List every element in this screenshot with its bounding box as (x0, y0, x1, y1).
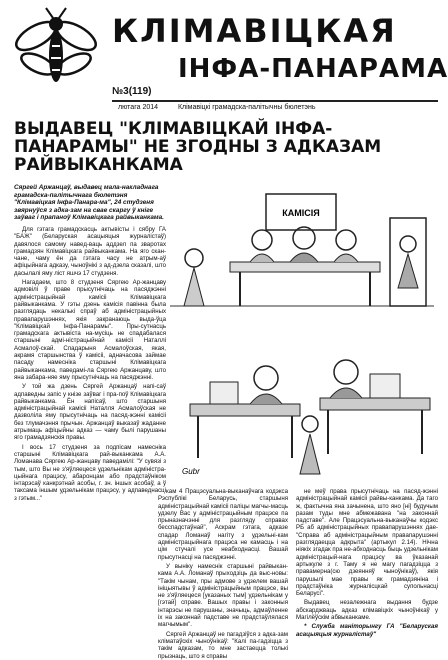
cartoon-signature: Gubr (182, 467, 200, 476)
paragraph: У той жа дзень Сяргей Аржанцаў напі-саў адпаведны запіс у кнізе заўваг і пра-поў Клімавіцкага райвыканкама. Ён напісаў, што старшыня адміністрацыйнай камісіі Наталля Асмалоўская не дазволіла яму прысутнічаць на пасяд-жэнні камісіі без тлумачэння прычын. Аржанцаў выказаў жаданне атрымаць афіцыйны адказ — чаму былі парушаны яго грамадзянскія правы. (14, 383, 166, 442)
article-lead: Сяргей Аржанцаў, выдавец мала-накладнага грамадска-палітычнага бюлетэня "Клімавіцкая Інфа-Панара-ма", 24 студзеня звярнуўся з адка-зам на свае скаргу ў кніге заўваг і прапаноў Клімавіцкага райвыканкама. (14, 184, 164, 222)
masthead-subtitle: Клімавіцкі грамадска-палітычны бюлетэнь (177, 104, 316, 111)
paragraph: Сяргей Аржанцаў не пагадзіўся з адка-зам кліматаўскіх чыноўнікаў: "Калі па-гадзіцца з такім адказам, то мне застаецца толькі прызнаць, што я справы (158, 630, 288, 660)
paragraph: Для гэтага грамадскасць актывісты і сябру ГА "БАЖ" (Беларуская асацыяцыя журналістаў) давялося самому навед-ваць аддзел па зваротах грамадзян Клімавіцкага райвыканкама. На яго скан-чане, чаму ён да гэтага часу не атрым-аў афіцыйнага адказу, чыноўнікі з ад-дзела сказалі, што дасылалі яму ліст яшчэ 17 студзеня. (14, 226, 166, 277)
paragraph: У выніку намеснік старшыні райвыкан-кама А.А. Ломанаў прыходзіць да выс-новы: "Такім чынам, пры адмове з удзелем вашай ініцыятывы ў адміністрацыйным працэсе, вы не з'яўляецеся [указаных тым] удзельнікам у [гэтай] справе. Вашых правы і законныя інтарэсы не парушаны, значыць, адмаўленне іх на законнай падставе не прадстаўлялася магчымым". (158, 562, 288, 629)
article-column-3 (296, 488, 438, 638)
masthead-subline (118, 104, 334, 111)
issue-date: лютага 2014 (118, 104, 159, 111)
paragraph: І вось 17 студзеня за подпісам намесніка старшыні Клімавіцкага рай-выканкама А.А. Ломанава Сяргею Ар-жанцаву паведамілі: "У сувязі з тым, што Вы не з'яўляецеся удзельнікам адміністра-цыйнага працэсу, абаронцам або прадстаўніком інтарэсаў канкрэтнай асобы, г. зн. іншых асобаў, а ў таксама іншым удзельнікам працэсу, у адпаведнасці з гэтым..." (14, 443, 166, 502)
paragraph: Выдавец незалежнага выдання будзе абскарджваць адказ клімавіцкіх чыноўнікаў у Магілёўскім абвыканкаме. (296, 599, 438, 622)
masthead-title-line1: КЛІМАВІЦКАЯ (112, 12, 397, 50)
paragraph: не меў права прысутнічаць на пасяд-жэнні адміністрацыйнай камісіі райвы-канкама. Да таго ж, фактычна яна зачынена, што яно [ні] будучым разам туды мне абмежавана "на законнай падставе". Але Працэсуальна-выканаўчы кодэкс РБ аб адміністрацыйных правапарушэннях дае-"Справа аб адміністрацыйным правапарушэнні разглядаецца адкрыта" (артыкул 2.14). Нічна ніякіх згадак пра не-абходнасць быць удзельнікам адміністрацый-нага працэсу ва ўказанай артыкуле з г. Таму я не магу пагадзіцца з правамерна(сю дзеянняў чыноўнікаў), якія парушылі мае правы як грамадзяніна і прадстаўніка журналісцкай супольнасці Беларусі". (296, 488, 438, 598)
article-column-1 (14, 226, 166, 504)
masthead-title-line2: ІНФА-ПАНАРАМА (178, 54, 448, 84)
bee-logo-icon (8, 6, 104, 102)
paragraph: Нагадаем, што 8 студзеня Сяргею Ар-жанцаву адмовілі ў праве прысутнічаць на пасяджэнні адміністрацыйнай камісіі Клімавіцкага райвыканкама. У гэты дзень камісія павінна была разглядаць некалькі спраў аб адміністрацыйных правапарушэннях, якія закранаюць выда-ўца "Клімавіцкай Інфа-Панарамы". Пры-сутнасць грамадскага актывіста на-мусіць не спадабалася старшыні адмі-ністрацыйнай камісіі Наталлі Асмалоў-скай. Спадарыня Асмалоўская, якая, акрамя старшынства ў камісіі, адначасова займае пасаду намесніка старшыні Клімавіцкага райвыканкама, паведамі-ла Сяргею Аржанцаву, што яна забара-няе яму прысутнічаць на пасяджэнні. (14, 279, 166, 381)
issue-number: №3(119) (112, 86, 152, 97)
masthead-rule (112, 100, 438, 102)
cartoon-commission-meeting (170, 188, 434, 330)
article-footnote: * Служба маніторынгу ГА "Беларуская асацыяцыя журналістаў" (296, 623, 438, 638)
paragraph: кам 4 Працэсуальна-выканаўчага кодэкса Рэспублікі Беларусь, старшыня адміністрацыйнай камісіі паліцы магчы-масць удзелу Вас у адміністрацыйным працэсе па прыназначэнні для разгляду справах бесспадстаўнай", Аскрам гэтага, адказе спадар Ломанаў нагіту з удзельні-кам адміністрацыйнага працэса не камасць і на цім стучалі усе неабходнасці. Вашай прысутнасці на пасяджэнні. (158, 488, 288, 561)
cartoon-desk-officials (170, 334, 440, 480)
cartoon-sign: КАМІСІЯ (282, 208, 320, 218)
article-headline: ВЫДАВЕЦ "КЛІМАВІЦКАЙ ІНФА-ПАНАРАМЫ" НЕ ЗГОДНЫ З АДКАЗАМ РАЙВЫКАНКАМА (14, 119, 382, 175)
article-column-2 (158, 488, 288, 660)
